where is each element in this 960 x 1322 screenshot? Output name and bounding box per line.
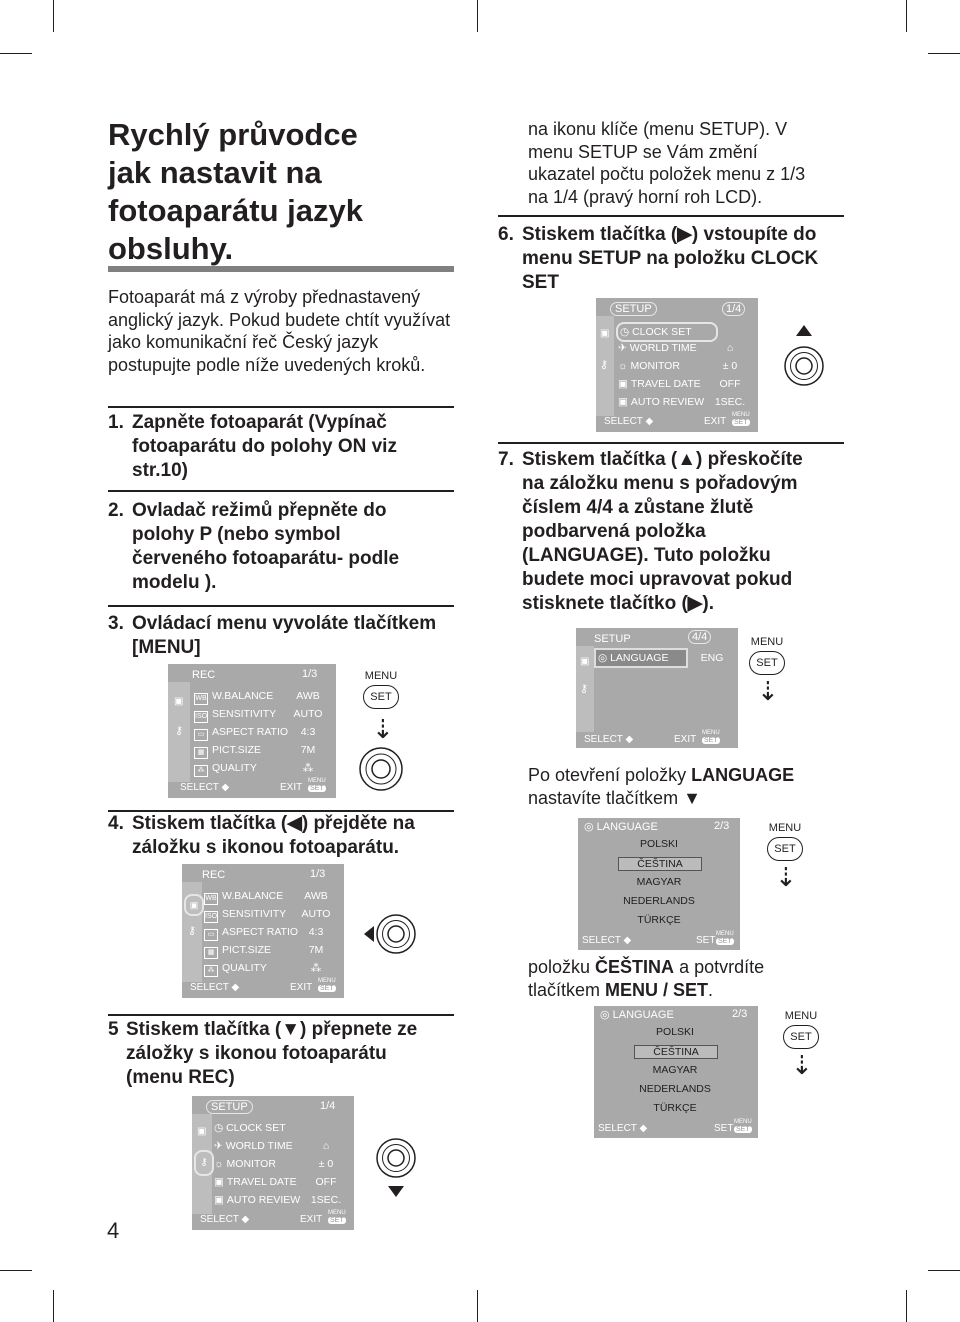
lcd-menu-label: MENU <box>716 931 734 937</box>
row-label: ASPECT RATIO <box>212 726 289 738</box>
step-5 <box>108 1018 454 1090</box>
text-fragment: položku <box>528 957 596 977</box>
lcd-footer-select: SELECT ◆ <box>598 1123 648 1134</box>
row-label: PICT.SIZE <box>222 944 272 956</box>
lcd-page: 1/3 <box>310 868 326 880</box>
after-language-text <box>528 764 828 809</box>
travel-icon: ▣ <box>214 1176 224 1188</box>
lcd-language-list <box>578 818 740 950</box>
row-value: ⁂ <box>302 762 314 774</box>
row-label: CLOCK SET <box>226 1122 286 1134</box>
lcd-menu-set <box>732 412 750 427</box>
step-number: 2. <box>108 500 124 521</box>
wrench-tab-icon: ⚷ <box>175 725 184 737</box>
step-text: Stiskem tlačítka (▲) přeskočíte na záložku menu s pořadovým číslem 4/4 a zůstane žlutě podbarvená položka (LANGUAGE). Tuto položku budete moci upravovat pokud stisknete tlačítko (▶). <box>522 449 803 614</box>
lcd-set-label: SET <box>736 1126 750 1133</box>
step-7 <box>498 448 844 616</box>
lcd-menu-set <box>716 931 734 946</box>
row-value: 7M <box>300 744 316 756</box>
divider <box>498 442 844 444</box>
title-line: fotoaparátu jazyk <box>108 193 363 228</box>
lcd-row <box>618 340 756 356</box>
dial-down-icon <box>372 1138 420 1202</box>
monitor-icon: ☼ <box>618 360 628 372</box>
travel-icon: ▣ <box>618 378 628 390</box>
lcd-page: 2/3 <box>732 1008 748 1020</box>
language-option: NEDERLANDS <box>639 1083 711 1095</box>
lcd-set-label: SET <box>704 737 718 744</box>
row-label: ASPECT RATIO <box>222 926 299 938</box>
lcd-header: SETUP <box>610 302 657 316</box>
step-number: 7. <box>498 449 514 470</box>
lcd-menu-label: MENU <box>734 1119 752 1125</box>
divider <box>498 215 844 217</box>
menu-label: MENU <box>784 1010 818 1022</box>
row-label: SENSITIVITY <box>222 908 287 920</box>
lcd-page: 2/3 <box>714 820 730 832</box>
language-option: MAGYAR <box>652 1064 698 1076</box>
world-icon: ✈ <box>618 342 627 354</box>
dial-up-icon <box>780 322 828 388</box>
lcd-row <box>204 942 342 958</box>
set-label: SET <box>363 685 398 709</box>
camera-tab-icon: ▣ <box>197 1126 207 1137</box>
pictsize-icon: ▦ <box>194 747 208 759</box>
set-label: SET <box>767 837 802 861</box>
row-label: WORLD TIME <box>629 342 697 354</box>
title-rule <box>108 266 454 272</box>
lcd-setup-menu <box>192 1096 354 1230</box>
lcd-footer-select: SELECT ◆ <box>582 935 632 946</box>
lcd-footer-exit: EXIT <box>704 416 727 427</box>
lcd-page: 1/4 <box>722 302 745 316</box>
step-text: Stiskem tlačítka (◀) přejděte na záložku s ikonou fotoaparátu. <box>132 813 415 858</box>
step-4 <box>108 812 454 860</box>
language-option: NEDERLANDS <box>623 895 695 907</box>
row-label: QUALITY <box>222 962 267 974</box>
lcd-footer-select: SELECT ◆ <box>190 982 240 993</box>
lcd-header: ◎ LANGUAGE <box>584 821 658 833</box>
text-fragment: a potvrdíte tlačítkem <box>528 957 765 1000</box>
monitor-icon: ☼ <box>214 1158 224 1170</box>
crop-mark <box>928 1270 960 1271</box>
row-value: ± 0 <box>318 1158 334 1170</box>
step-6 <box>498 223 844 295</box>
arrow-down-icon: ⇣ <box>757 676 779 706</box>
lcd-page: 1/4 <box>320 1100 336 1112</box>
lcd-menu-set <box>308 778 326 793</box>
dial-left-icon <box>364 910 416 958</box>
lcd-menu-set <box>318 978 336 993</box>
text-bold: LANGUAGE <box>691 765 795 785</box>
step-5-continued: na ikonu klíče (menu SETUP). V menu SETUP se Vám změní ukazatel počtu položek menu z 1/3 na 1/4 (pravý horní roh LCD). <box>528 119 806 207</box>
menu-label: MENU <box>364 670 398 682</box>
row-value: AUTO <box>301 908 331 920</box>
lcd-row <box>214 1192 352 1208</box>
row-label: MONITOR <box>226 1158 276 1170</box>
lcd-row <box>194 760 334 776</box>
world-icon: ✈ <box>214 1140 223 1152</box>
row-label: W.BALANCE <box>222 890 284 902</box>
lcd-header: REC <box>202 869 226 881</box>
lcd-page: 1/3 <box>302 668 318 680</box>
row-label: W.BALANCE <box>212 690 274 702</box>
row-value: AWB <box>304 890 328 902</box>
review-icon: ▣ <box>214 1194 224 1206</box>
lcd-menu-set <box>734 1119 752 1134</box>
lcd-header: SETUP <box>206 1100 253 1114</box>
menu-set-button[interactable] <box>360 670 402 709</box>
lcd-row <box>204 906 342 922</box>
lcd-row <box>204 924 342 940</box>
text-bold: ČEŠTINA <box>595 957 675 977</box>
lcd-row <box>618 358 756 374</box>
arrow-down-icon: ⇣ <box>791 1050 813 1080</box>
crop-mark <box>53 0 54 32</box>
lcd-set-label: SET <box>320 985 334 992</box>
language-option: TÜRKÇE <box>637 914 681 926</box>
lcd-row <box>214 1120 352 1136</box>
lcd-menu-set <box>702 730 720 745</box>
page-number: 4 <box>107 1218 120 1243</box>
text-bold: MENU / SET <box>605 979 709 1000</box>
lcd-row <box>204 960 342 976</box>
arrow-down-icon: ⇣ <box>372 714 394 744</box>
step-number: 3. <box>108 613 124 634</box>
lcd-row <box>214 1174 352 1190</box>
language-icon: ◎ <box>598 652 608 664</box>
lcd-set-label: SET <box>734 419 748 426</box>
step-1 <box>108 411 454 491</box>
lcd-header-label: LANGUAGE <box>596 821 658 833</box>
dial-pad-icon <box>358 746 404 792</box>
lcd-footer-exit: EXIT <box>290 982 313 993</box>
lcd-row <box>194 688 334 704</box>
menu-set-button[interactable] <box>746 636 788 675</box>
lcd-row <box>204 888 342 904</box>
lcd-header: ◎ LANGUAGE <box>600 1009 674 1021</box>
lcd-language-list-confirm <box>594 1006 758 1138</box>
step-number: 1. <box>108 412 124 433</box>
row-label: MONITOR <box>630 360 680 372</box>
row-value: AUTO <box>293 708 323 720</box>
step-text: Ovladač režimů přepněte do polohy P (nebo symbol červeného fotoaparátu- podle modelu ). <box>132 500 400 593</box>
quality-icon: ⁂ <box>194 765 208 777</box>
lcd-row <box>214 1156 352 1172</box>
wrench-tab-icon: ⚷ <box>194 1150 214 1176</box>
camera-tab-icon: ▣ <box>580 656 590 667</box>
lcd-footer-set: SET <box>696 935 716 946</box>
choose-cestina-text <box>528 956 828 1001</box>
row-value: 4:3 <box>308 926 324 938</box>
lcd-menu-label: MENU <box>328 1210 346 1216</box>
step-text: Zapněte fotoaparát (Vypínač fotoaparátu do polohy ON viz str.10) <box>132 412 397 481</box>
row-label: QUALITY <box>212 762 257 774</box>
iso-icon: ISO <box>204 911 218 923</box>
language-option: POLSKI <box>656 1026 694 1038</box>
crop-mark <box>477 1290 478 1322</box>
lcd-footer-select: SELECT ◆ <box>584 734 634 745</box>
wb-icon: WB <box>204 893 218 905</box>
text-fragment: Po otevření položky <box>528 765 692 785</box>
row-label: LANGUAGE <box>610 652 669 664</box>
language-option: MAGYAR <box>636 876 682 888</box>
row-value: ⌂ <box>726 342 734 354</box>
row-value: ⁂ <box>310 962 322 974</box>
step-text: Stiskem tlačítka (▼) přepnete ze záložky s ikonou fotoaparátu (menu REC) <box>126 1019 418 1088</box>
lcd-row <box>194 706 334 722</box>
lcd-header: SETUP <box>594 633 631 645</box>
language-option-selected: ČEŠTINA <box>634 1045 718 1059</box>
row-value: ENG <box>700 652 724 664</box>
step-number: 6. <box>498 224 514 245</box>
row-value: 1SEC. <box>714 396 746 408</box>
iso-icon: ISO <box>194 711 208 723</box>
step-text: Ovládací menu vyvoláte tlačítkem [MENU] <box>132 613 437 658</box>
row-value: 4:3 <box>300 726 316 738</box>
lcd-row-selected <box>616 322 718 342</box>
step-number: 4. <box>108 813 124 834</box>
row-label: CLOCK SET <box>632 326 692 338</box>
row-value: OFF <box>719 378 741 390</box>
lcd-footer-exit: EXIT <box>300 1214 323 1225</box>
intro-text: Fotoaparát má z výroby přednastavený anglický jazyk. Pokud budete chtít využívat jako komunikační řeč Český jazyk postupujte podle níže uvedených kroků. <box>108 287 451 375</box>
row-label: AUTO REVIEW <box>226 1194 301 1206</box>
divider <box>108 490 454 492</box>
step-2 <box>108 499 454 595</box>
lcd-footer-select: SELECT ◆ <box>180 782 230 793</box>
lcd-menu-label: MENU <box>308 778 326 784</box>
clock-icon: ◷ <box>620 326 630 338</box>
lcd-footer-select: SELECT ◆ <box>604 416 654 427</box>
lcd-row <box>618 394 756 410</box>
set-label: SET <box>749 651 784 675</box>
lcd-page: 4/4 <box>688 630 711 644</box>
aspect-icon: ▭ <box>204 929 218 941</box>
lcd-row <box>194 742 334 758</box>
row-value: ⌂ <box>322 1140 330 1152</box>
lcd-set-label: SET <box>310 785 324 792</box>
divider <box>108 406 454 408</box>
row-label: SENSITIVITY <box>212 708 277 720</box>
lcd-header-label: LANGUAGE <box>612 1009 674 1021</box>
aspect-icon: ▭ <box>194 729 208 741</box>
title-line: obsluhy. <box>108 231 234 266</box>
language-option-selected: ČEŠTINA <box>618 857 702 871</box>
crop-mark <box>0 1270 32 1271</box>
row-value: 7M <box>308 944 324 956</box>
lcd-row-selected <box>596 650 686 666</box>
wrench-tab-icon: ⚷ <box>188 925 197 937</box>
camera-tab-icon: ▣ <box>600 328 610 339</box>
wrench-tab-icon: ⚷ <box>600 359 609 371</box>
crop-mark <box>53 1290 54 1322</box>
pictsize-icon: ▦ <box>204 947 218 959</box>
wb-icon: WB <box>194 693 208 705</box>
lcd-menu-label: MENU <box>702 730 720 736</box>
menu-set-button[interactable] <box>764 822 806 861</box>
row-label: WORLD TIME <box>225 1140 293 1152</box>
quality-icon: ⁂ <box>204 965 218 977</box>
review-icon: ▣ <box>618 396 628 408</box>
lcd-menu-label: MENU <box>732 412 750 418</box>
clock-icon: ◷ <box>214 1122 224 1134</box>
crop-mark <box>906 0 907 32</box>
lcd-row <box>194 724 334 740</box>
lcd-footer-exit: EXIT <box>280 782 303 793</box>
lcd-rec-menu-tab <box>182 864 344 998</box>
row-value: ± 0 <box>722 360 738 372</box>
divider <box>108 605 454 607</box>
divider <box>108 1014 454 1016</box>
menu-label: MENU <box>750 636 784 648</box>
lcd-footer-select: SELECT ◆ <box>200 1214 250 1225</box>
title-line: jak nastavit na <box>108 155 322 190</box>
row-value: AWB <box>296 690 320 702</box>
lcd-menu-label: MENU <box>318 978 336 984</box>
set-label: SET <box>783 1025 818 1049</box>
menu-label: MENU <box>768 822 802 834</box>
language-option: TÜRKÇE <box>653 1102 697 1114</box>
crop-mark <box>0 53 32 54</box>
row-label: AUTO REVIEW <box>630 396 705 408</box>
lcd-footer-set: SET <box>714 1123 734 1134</box>
crop-mark <box>906 1290 907 1322</box>
step-number: 5 <box>108 1019 119 1040</box>
language-option: POLSKI <box>640 838 678 850</box>
camera-tab-icon: ▣ <box>174 696 184 707</box>
row-label: TRAVEL DATE <box>226 1176 297 1188</box>
lcd-row <box>618 376 756 392</box>
lcd-header: REC <box>192 669 216 681</box>
lcd-set-label: SET <box>330 1217 344 1224</box>
lcd-set-label: SET <box>718 938 732 945</box>
lcd-setup-clockset <box>596 298 758 432</box>
menu-set-button[interactable] <box>780 1010 822 1049</box>
lcd-setup-language <box>576 628 738 748</box>
text-fragment: . <box>708 979 714 1000</box>
text-fragment: nastavíte tlačítkem ▼ <box>528 787 701 808</box>
lcd-menu-set <box>328 1210 346 1225</box>
row-value: 1SEC. <box>310 1194 342 1206</box>
row-value: OFF <box>315 1176 337 1188</box>
row-label: PICT.SIZE <box>212 744 262 756</box>
crop-mark <box>928 53 960 54</box>
step-text: Stiskem tlačítka (▶) vstoupíte do menu SETUP na položku CLOCK SET <box>522 224 819 293</box>
camera-tab-icon: ▣ <box>184 894 204 916</box>
crop-mark <box>477 0 478 32</box>
arrow-down-icon: ⇣ <box>775 862 797 892</box>
lcd-rec-menu <box>168 664 336 798</box>
row-label: TRAVEL DATE <box>630 378 701 390</box>
step-3 <box>108 612 454 660</box>
lcd-row <box>214 1138 352 1154</box>
lcd-footer-exit: EXIT <box>674 734 697 745</box>
wrench-tab-icon: ⚷ <box>580 683 589 695</box>
title-line: Rychlý průvodce <box>108 117 358 152</box>
page-title <box>108 116 458 268</box>
